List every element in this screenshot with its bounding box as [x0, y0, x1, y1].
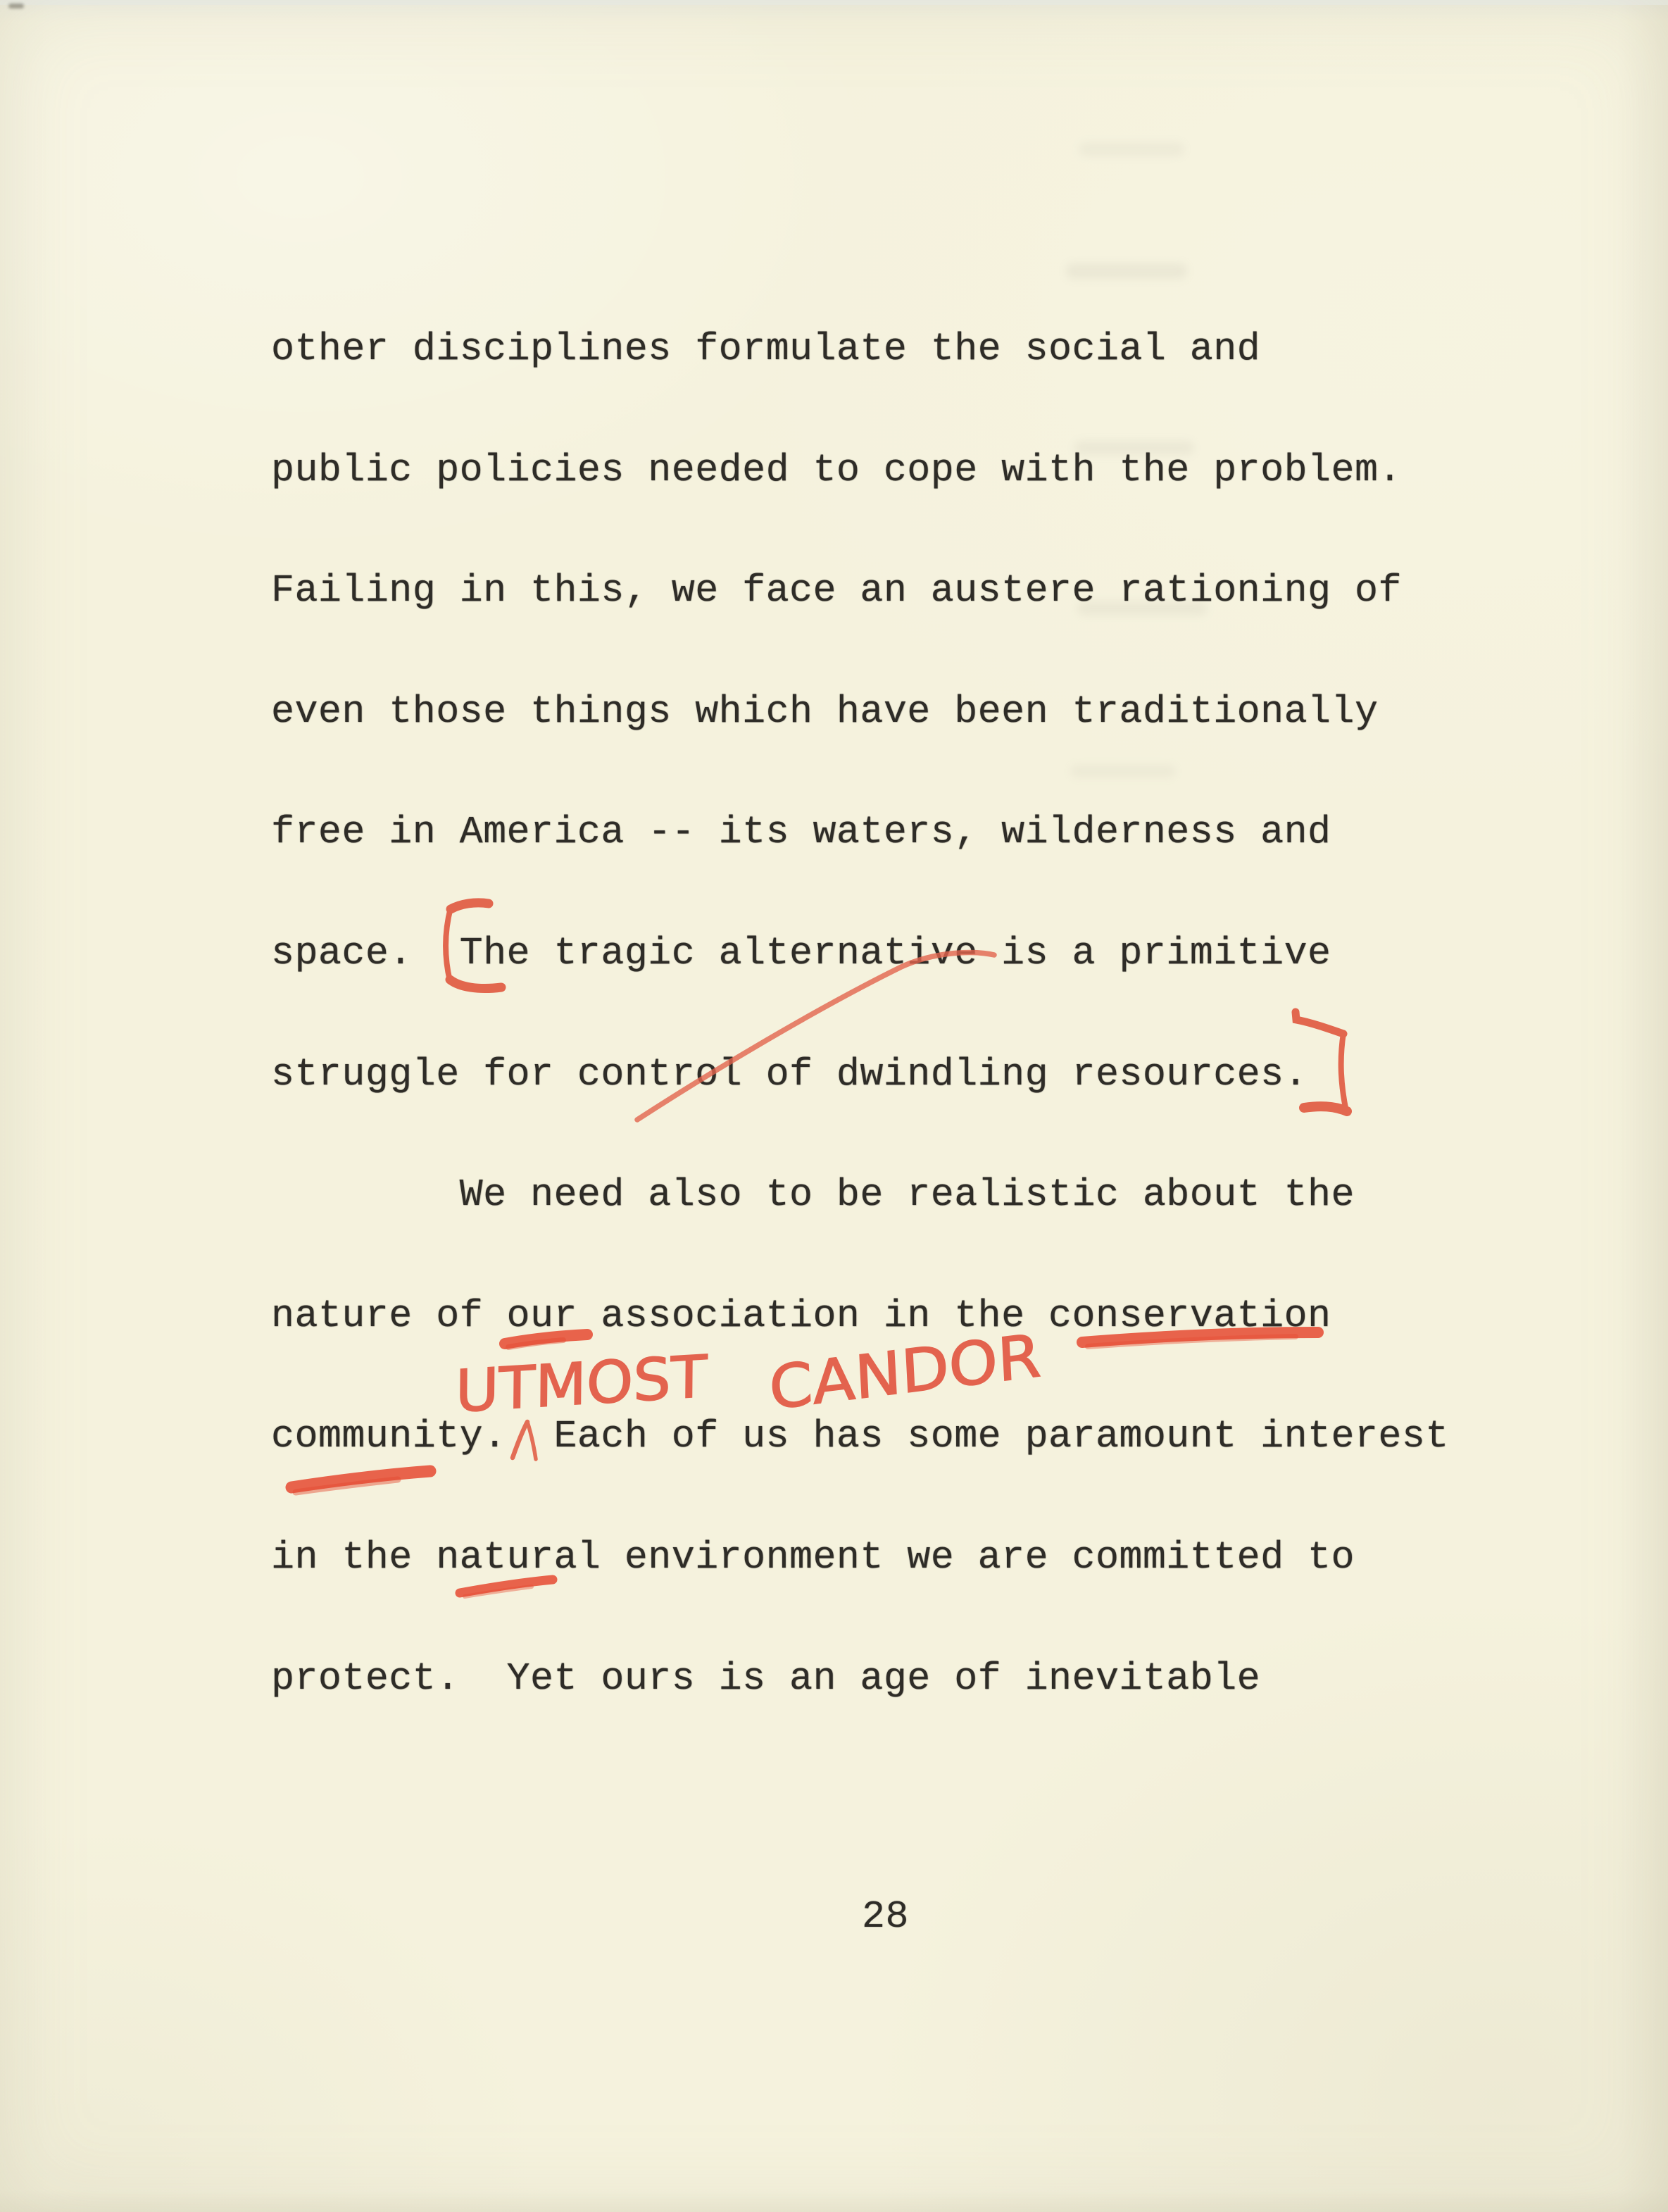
ghost-smudge [1070, 765, 1176, 777]
scan-edge [0, 0, 1668, 5]
red-underline-natural [460, 1580, 553, 1596]
typed-line: other disciplines formulate the social and [271, 327, 1261, 371]
ghost-smudge [1066, 263, 1187, 279]
typed-line: space. The tragic alternative is a primitive [271, 931, 1331, 975]
typed-line: We need also to be realistic about the [271, 1173, 1355, 1218]
typed-line: struggle for control of dwindling resources. [271, 1051, 1308, 1096]
typed-line: even those things which have been traditionally [271, 689, 1379, 734]
typed-line: in the natural environment we are committed to [271, 1535, 1355, 1580]
scan-speck [8, 4, 24, 8]
typed-line: public policies needed to cope with the problem. [271, 447, 1402, 492]
typed-line: community. Each of us has some paramount interest [271, 1414, 1449, 1459]
typed-line: protect. Yet ours is an age of inevitable [271, 1656, 1261, 1701]
typed-line: free in America -- its waters, wilderness and [271, 810, 1331, 855]
handwritten-word-2: CANDOR [767, 1323, 1029, 1423]
ghost-smudge [1079, 142, 1184, 156]
typed-line: Failing in this, we face an austere rationing of [271, 568, 1402, 613]
red-underline-community [291, 1471, 430, 1492]
handwritten-word-1: UTMOST [455, 1344, 701, 1426]
typed-line: nature of our association in the conservation [271, 1293, 1331, 1338]
page-number: 28 [862, 1894, 909, 1939]
